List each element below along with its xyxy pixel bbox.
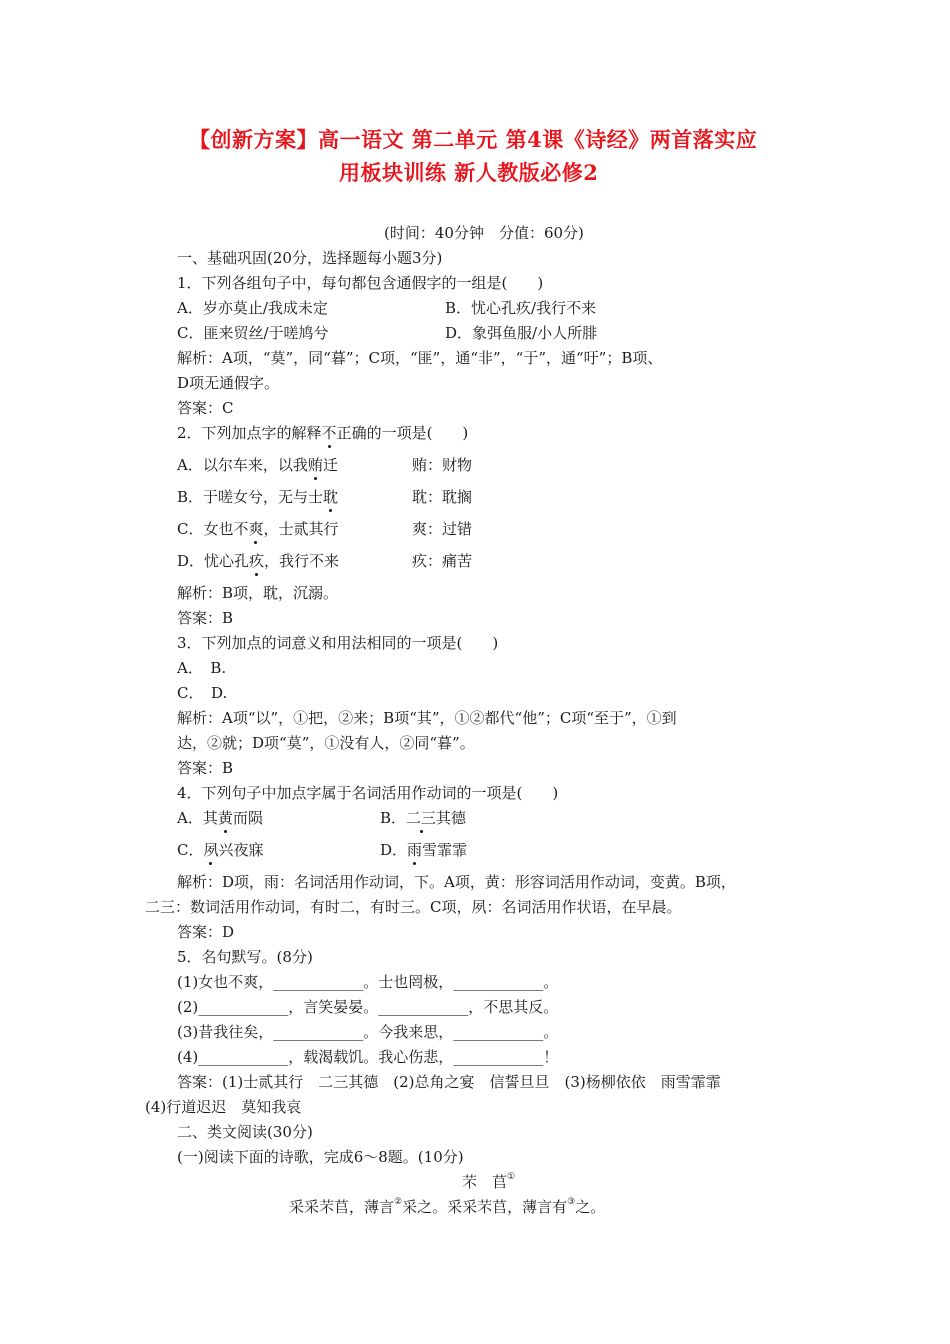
option-text: 迁	[322, 456, 338, 474]
question-2-gloss-a: 贿：财物	[412, 456, 473, 474]
option-text: A．其	[177, 809, 218, 827]
question-2-option-b	[177, 487, 338, 507]
question-2-stem	[177, 423, 468, 443]
question-2-gloss-d: 疚：痛苦	[412, 552, 473, 570]
time-score-info: (时间：40分钟 分值：60分)	[384, 224, 584, 242]
dotted-character: 疚	[249, 552, 265, 570]
question-1-option-a: A．岁亦莫止/我成未定	[177, 299, 328, 317]
question-1-explanation-line1: 解析：A项，“莫”，同“暮”；C项，“匪”，通“非”，“于”，通“吁”；B项、	[177, 349, 663, 367]
dotted-character: 贿	[307, 456, 323, 474]
question-4-explanation-line1: 解析：D项，雨：名词活用作动词，下。A项，黄：形容词活用作动词，变黄。B项，	[177, 873, 736, 891]
option-text: B．	[380, 809, 407, 827]
question-1-option-d: D．象弭鱼服/小人所腓	[445, 324, 598, 342]
poem-title	[462, 1172, 515, 1192]
question-5-answer-line2: (4)行道迟迟 莫知我哀	[145, 1098, 302, 1116]
question-3-options-cd: C． D.	[177, 684, 228, 702]
document-title-line1: 【创新方案】高一语文 第二单元 第4课《诗经》两首落实应	[189, 127, 758, 152]
question-2-gloss-b: 耽：耽搁	[412, 488, 473, 506]
option-text: 其德	[436, 809, 467, 827]
question-5-blank-1: (1)女也不爽，____________。士也罔极，____________。	[177, 973, 559, 991]
question-1-answer: 答案：C	[177, 399, 234, 417]
footnote-marker: ③	[567, 1197, 576, 1207]
document-title-line2: 用板块训练 新人教版必修2	[339, 160, 599, 185]
question-1-option-b: B．忧心孔疚/我行不来	[445, 299, 597, 317]
question-5-stem: 5．名句默写。(8分)	[177, 948, 313, 966]
option-text: ，我行不来	[264, 552, 340, 570]
question-3-options-ab: A． B.	[177, 659, 227, 677]
question-3-explanation-line1: 解析：A项“以”，①把，②来；B项“其”，①②都代“他”；C项“至于”，①到	[177, 709, 677, 727]
footnote-marker: ①	[507, 1172, 516, 1182]
section-heading-1: 一、基础巩固(20分，选择题每小题3分)	[177, 249, 443, 267]
option-text: ，士贰其行	[263, 520, 339, 538]
question-4-option-d	[380, 840, 467, 860]
option-text: D．	[380, 841, 408, 859]
question-4-stem: 4．下列句子中加点字属于名词活用作动词的一项是( )	[177, 784, 559, 802]
question-3-answer: 答案：B	[177, 759, 234, 777]
question-2-gloss-c: 爽：过错	[412, 520, 473, 538]
question-3-explanation-line2: 达，②就；D项“莫”，①没有人，②同“暮”。	[177, 734, 475, 752]
dotted-character: 耽	[323, 488, 339, 506]
question-5-blank-3: (3)昔我往矣，____________。今我来思，____________。	[177, 1023, 559, 1041]
question-5-blank-2: (2)____________，言笑晏晏。____________，不思其反。	[177, 998, 559, 1016]
question-4-answer: 答案：D	[177, 923, 235, 941]
question-4-option-b	[380, 808, 466, 828]
option-text: 雪霏霏	[422, 841, 468, 859]
question-2-explanation: 解析：B项，耽，沉溺。	[177, 584, 339, 602]
option-text: 兴夜寐	[218, 841, 264, 859]
question-2-stem-part1: 2．下列加点字的解释	[177, 424, 322, 442]
section-heading-2: 二、类文阅读(30分)	[177, 1123, 313, 1141]
option-text: B．于嗟女兮，无与士	[177, 488, 324, 506]
option-text: A．以尔车来，以我	[177, 456, 308, 474]
dotted-character: 雨	[407, 841, 423, 859]
question-5-answer-line1: 答案：(1)士贰其行 二三其德 (2)总角之宴 信誓旦旦 (3)杨柳依依 雨雪霏霏	[177, 1073, 721, 1091]
question-1-explanation-line2: D项无通假字。	[177, 374, 280, 392]
question-2-stem-part2: 正确的一项是( )	[336, 424, 469, 442]
option-text: C．	[177, 841, 204, 859]
subsection-heading-1: (一)阅读下面的诗歌，完成6～8题。(10分)	[177, 1148, 464, 1166]
question-2-option-c	[177, 519, 339, 539]
question-3-stem: 3．下列加点的词意义和用法相同的一项是( )	[177, 634, 499, 652]
dotted-character: 二三	[406, 809, 437, 827]
question-1-stem: 1．下列各组句子中，每句都包含通假字的一组是( )	[177, 274, 544, 292]
poem-text: 采之。采采芣苢，薄言有	[402, 1198, 568, 1216]
footnote-marker: ②	[394, 1197, 403, 1207]
question-2-option-a	[177, 455, 338, 475]
question-4-option-a	[177, 808, 263, 828]
dotted-character: 黄	[217, 809, 233, 827]
dotted-character: 夙	[203, 841, 219, 859]
poem-title-text: 芣 苢	[462, 1173, 508, 1191]
question-2-option-d	[177, 551, 339, 571]
poem-text: 之。	[575, 1198, 606, 1216]
dotted-character: 爽	[248, 520, 264, 538]
question-5-blank-4: (4)____________，载渴载饥。我心伤悲，____________！	[177, 1048, 559, 1066]
poem-text: 采采芣苢，薄言	[289, 1198, 395, 1216]
question-2-answer: 答案：B	[177, 609, 234, 627]
question-2-stem-dotted: 不	[321, 424, 337, 442]
option-text: C．女也不	[177, 520, 249, 538]
option-text: 而陨	[232, 809, 263, 827]
question-1-option-c: C．匪来贸丝/于嗟鸠兮	[177, 324, 329, 342]
question-4-option-c	[177, 840, 264, 860]
poem-line-1	[289, 1197, 605, 1217]
question-4-explanation-line2: 二三：数词活用作动词，有时二，有时三。C项，夙：名词活用作状语，在早晨。	[145, 898, 682, 916]
option-text: D．忧心孔	[177, 552, 250, 570]
